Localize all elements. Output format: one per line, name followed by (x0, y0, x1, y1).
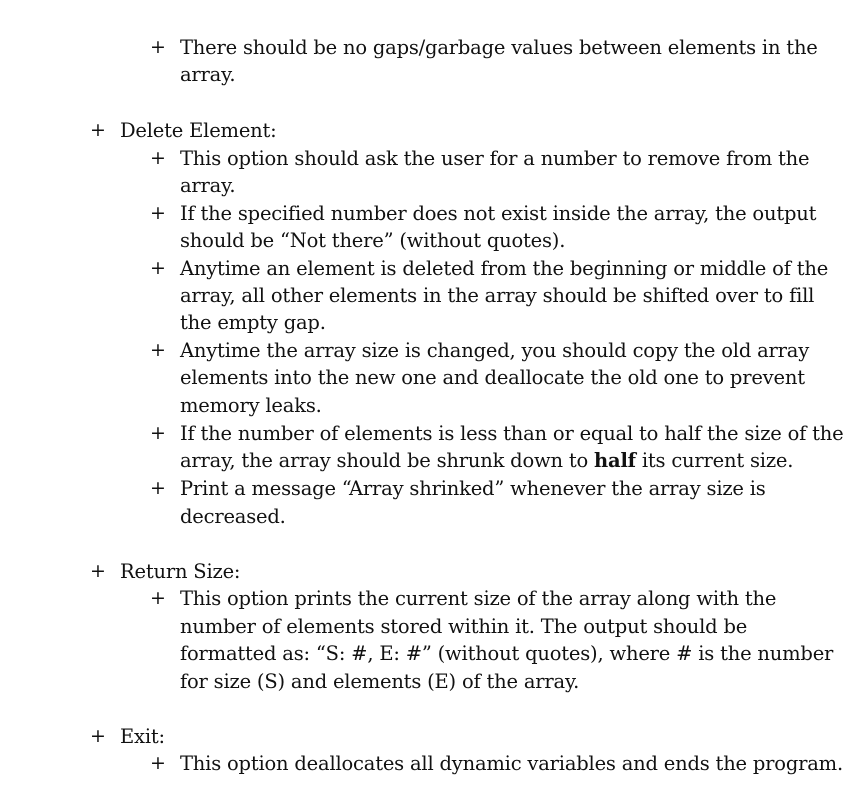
bullet-marker: + (90, 725, 106, 747)
section-heading: Delete Element: (120, 119, 277, 142)
item-text-line: for size (S) and elements (E) of the array. (180, 670, 580, 693)
item-text-line: Anytime an element is deleted from the beginning or middle of the (180, 257, 829, 280)
item-text-line: decreased. (180, 505, 286, 528)
bullet-marker: + (150, 257, 166, 279)
item-text-line: Print a message “Array shrinked” whenever the array size is (180, 477, 766, 500)
item-text-line: If the number of elements is less than or equal to half the size of the (180, 422, 844, 445)
section-heading: Exit: (120, 725, 165, 748)
item-text-line: should be “Not there” (without quotes). (180, 229, 566, 252)
section-heading: Return Size: (120, 560, 241, 583)
item-text-line: array. (180, 63, 236, 86)
bullet-marker: + (90, 560, 106, 582)
bullet-marker: + (150, 422, 166, 444)
bullet-marker: + (150, 587, 166, 609)
item-text-line: There should be no gaps/garbage values between elements in the (180, 36, 818, 59)
bold-emphasis: half (594, 449, 636, 472)
item-text-line: If the specified number does not exist inside the array, the output (180, 202, 817, 225)
bullet-marker: + (150, 339, 166, 361)
item-text-line: formatted as: “S: #, E: #” (without quotes), where # is the number (180, 642, 834, 665)
bullet-marker: + (150, 202, 166, 224)
item-text-line: Anytime the array size is changed, you should copy the old array (180, 339, 810, 362)
item-text-line: memory leaks. (180, 394, 322, 417)
item-text-line: number of elements stored within it. The output should be (180, 615, 748, 638)
item-text-line: This option deallocates all dynamic variables and ends the program. (180, 752, 843, 775)
item-text-line (180, 447, 793, 474)
item-text-line: This option prints the current size of the array along with the (180, 587, 777, 610)
bullet-marker: + (150, 477, 166, 499)
item-text-line: array, all other elements in the array should be shifted over to fill (180, 284, 815, 307)
item-text-line: array. (180, 174, 236, 197)
item-text-line: This option should ask the user for a number to remove from the (180, 147, 810, 170)
item-text-segment: its current size. (635, 449, 794, 472)
bullet-marker: + (150, 752, 166, 774)
bullet-marker: + (90, 119, 106, 141)
bullet-marker: + (150, 147, 166, 169)
item-text-line: the empty gap. (180, 311, 326, 334)
item-text-line: elements into the new one and deallocate the old one to prevent (180, 366, 805, 389)
bullet-marker: + (150, 36, 166, 58)
item-text-segment: array, the array should be shrunk down to (180, 449, 595, 472)
